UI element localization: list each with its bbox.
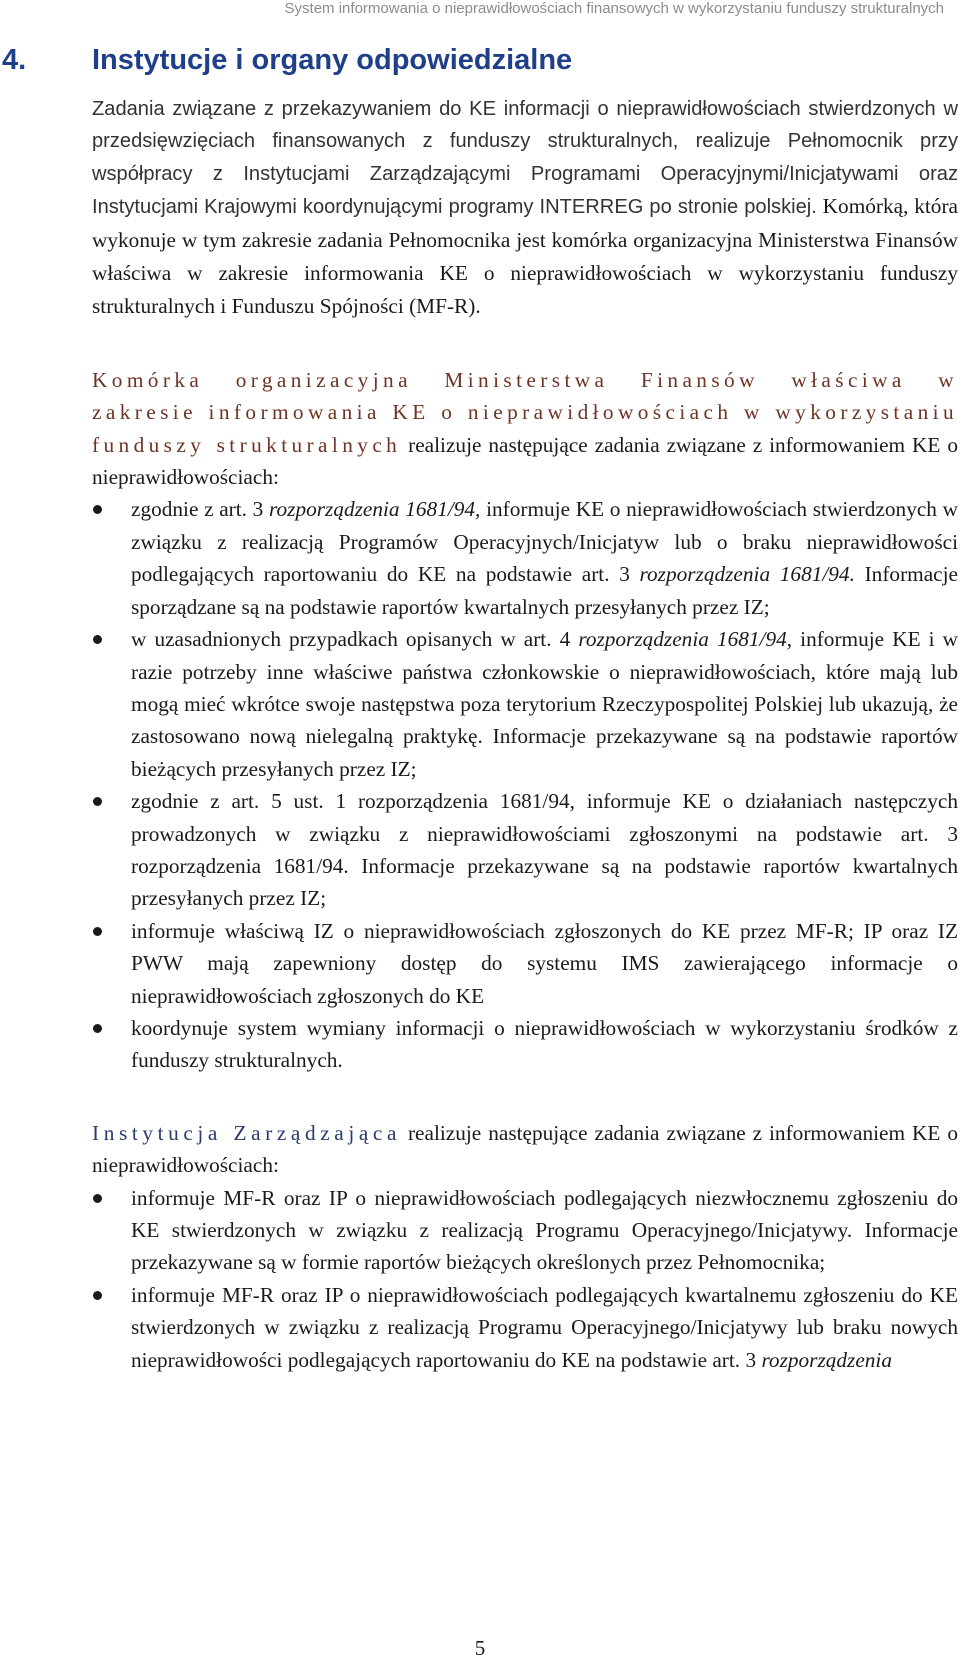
item-text: informuje MF-R oraz IP o nieprawidłowościach podlegających kwartalnemu zgłoszeniu do KE stwierdzonych w związku z realizacją Programu Operacyjnego/Inicjatywy lub braku nowych nieprawidłowości podlegających raportowaniu do KE na podstawie art. 3	[131, 1282, 958, 1372]
item-text: informuje KE o nieprawidłowościach stwierdzonych w związku z realizacją Programów Operacyjnych/Inicjatyw lub o braku nieprawidłowości podlegających raportowaniu do KE na podstawie art. 3	[131, 497, 959, 587]
item-text: koordynuje system wymiany informacji o nieprawidłowościach w wykorzystaniu środków z funduszy strukturalnych.	[131, 1015, 958, 1073]
spacer	[92, 324, 958, 364]
iz-task-list	[92, 1182, 958, 1376]
item-text: Informacje sporządzane są na podstawie raportów kwartalnych przesyłanych przez IZ;	[131, 562, 958, 619]
iz-lead-paragraph	[92, 1117, 958, 1182]
section-number: 4.	[2, 44, 27, 76]
intro-paragraph	[92, 93, 958, 324]
mfr-task-list	[92, 493, 958, 1076]
intro-text-serif: Komórką, która wykonuje w tym zakresie zadania Pełnomocnika jest komórka organizacyjna Ministerstwa Finansów właściwa w zakresie informowania KE o nieprawidłowościach w wykorzystaniu funduszy strukturalnych i Funduszu Spójności (MF-R).	[92, 194, 958, 319]
spacer	[92, 1077, 958, 1117]
iz-lead-spaced: Instytucja Zarządzająca	[92, 1120, 402, 1145]
item-italic: rozporządzenia 1681/94,	[578, 627, 793, 652]
document-body	[92, 93, 958, 1376]
bullet-icon	[93, 505, 102, 514]
item-italic: rozporządzenia 1681/94,	[269, 497, 481, 522]
bullet-icon	[93, 1291, 102, 1300]
bullet-icon	[93, 797, 102, 806]
list-item	[92, 1182, 958, 1279]
intro-text-sans: Zadania związane z przekazywaniem do KE informacji o nieprawidłowościach stwierdzonych w przedsięwzięciach finansowanych z funduszy strukturalnych, realizuje Pełnomocnik przy współpracy z Instytucjami Zarządzającymi Programami Operacyjnymi/Inicjatywami oraz Instytucjami Krajowymi koordynującymi programy INTERREG po stronie polskiej.	[92, 98, 958, 219]
item-text: informuje KE i w razie potrzeby inne właściwe państwa członkowskie o nieprawidłowościach, które mają lub mogą mieć wkrótce swoje następstwa poza terytorium Rzeczypospolitej Polskiej lub ukazują, że zastosowano nową nielegalną praktykę. Informacje przekazywane są na podstawie raportów bieżących przesyłanych przez IZ;	[131, 627, 959, 781]
list-item	[92, 493, 958, 623]
list-item	[92, 915, 958, 1012]
list-item	[92, 1279, 958, 1376]
section-heading	[2, 42, 960, 78]
mfr-lead-rest: realizuje następujące zadania związane z informowaniem KE o nieprawidłowościach:	[92, 432, 958, 490]
list-item	[92, 785, 958, 915]
item-text: zgodnie z art. 5 ust. 1 rozporządzenia 1681/94, informuje KE o działaniach następczych prowadzonych w związku z nieprawidłowościami zgłoszonymi na podstawie art. 3 rozporządzenia 1681/94. Informacje przekazywane są na podstawie raportów kwartalnych przesyłanych przez IZ;	[131, 789, 958, 911]
mfr-lead-spaced: Komórka organizacyjna Ministerstwa Finansów właściwa w zakresie informowania KE o nieprawidłowościach w wykorzystaniu funduszy strukturalnych	[92, 367, 958, 457]
item-italic: rozporządzenia 1681/94.	[639, 562, 855, 587]
section-title: Instytucje i organy odpowiedzialne	[92, 44, 573, 76]
bullet-icon	[93, 1024, 102, 1033]
item-text: zgodnie z art. 3	[131, 497, 270, 522]
list-item	[92, 623, 958, 785]
bullet-icon	[93, 927, 102, 936]
mfr-lead-paragraph	[92, 364, 958, 494]
item-text: w uzasadnionych przypadkach opisanych w art. 4	[131, 627, 579, 652]
running-header: System informowania o nieprawidłowościach finansowych w wykorzystaniu funduszy strukturalnych	[284, 0, 944, 17]
list-item	[92, 1012, 958, 1077]
page-number: 5	[474, 1636, 486, 1660]
iz-lead-rest: realizuje następujące zadania związane z informowaniem KE o nieprawidłowościach:	[92, 1120, 958, 1178]
item-italic: rozporządzenia	[761, 1347, 892, 1372]
item-text: informuje właściwą IZ o nieprawidłowościach zgłoszonych do KE przez MF-R; IP oraz IZ PWW mają zapewniony dostęp do systemu IMS zawierającego informacje o nieprawidłowościach zgłoszonych do KE	[131, 918, 958, 1008]
bullet-icon	[93, 1194, 102, 1203]
bullet-icon	[93, 635, 102, 644]
item-text: informuje MF-R oraz IP o nieprawidłowościach podlegających niezwłocznemu zgłoszeniu do KE stwierdzonych w związku z realizacją Programu Operacyjnego/Inicjatywy. Informacje przekazywane są w formie raportów bieżących określonych przez Pełnomocnika;	[131, 1185, 958, 1275]
